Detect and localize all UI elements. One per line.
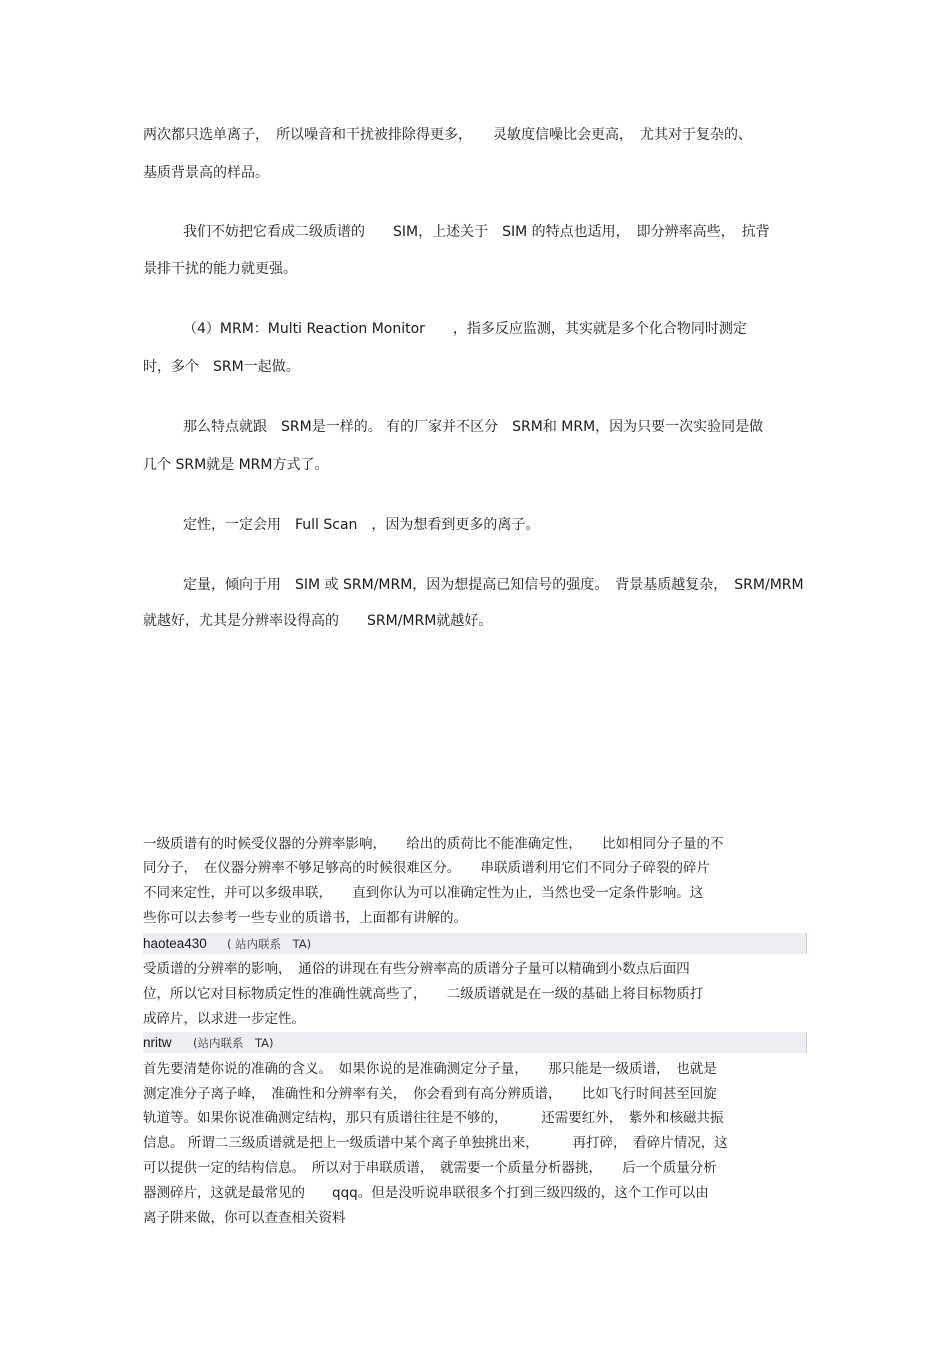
answer1-line3: 不同来定性，并可以多级串联， 直到你认为可以准确定性为止，当然也受一定条件影响。这 [143, 885, 704, 901]
contact-link-haotea430[interactable]: ( 站内联系 TA) [227, 937, 312, 951]
p6-line1: 定量，倾向于用 SIM 或 SRM/MRM，因为想提高已知信号的强度。 背景基质越复杂， SRM/MRM [183, 577, 804, 593]
p3-line2: 时，多个 SRM一起做。 [143, 359, 300, 375]
p5-line1: 定性，一定会用 Full Scan ，因为想看到更多的离子。 [183, 517, 540, 533]
answer2-line2: 位，所以它对目标物质定性的准确性就高些了， 二级质谱就是在一级的基础上将目标物质打 [143, 986, 704, 1002]
answer3-line1: 首先要清楚你说的准确的含义。 如果你说的是准确测定分子量， 那只能是一级质谱， 也就是 [143, 1061, 717, 1077]
username-nritw[interactable]: nritw [143, 1035, 172, 1050]
answer2-line1: 受质谱的分辨率的影响， 通俗的讲现在有些分辨率高的质谱分子量可以精确到小数点后面四 [143, 961, 690, 977]
p2-line1: 我们不妨把它看成二级质谱的 SIM，上述关于 SIM 的特点也适用， 即分辨率高些， 抗背 [183, 224, 770, 240]
p4-line2: 几个 SRM就是 MRM方式了。 [143, 457, 329, 473]
answer3-line3: 轨道等。如果你说准确测定结构，那只有质谱往往是不够的， 还需要红外， 紫外和核磁共振 [143, 1110, 724, 1126]
p2-line2: 景排干扰的能力就更强。 [143, 261, 297, 277]
user-bar-haotea430 [143, 933, 807, 954]
user-bar-nritw [143, 1032, 807, 1053]
answer1-line1: 一级质谱有的时候受仪器的分辨率影响， 给出的质荷比不能准确定性， 比如相同分子量的不 [143, 836, 724, 852]
answer2-line3: 成碎片，以求进一步定性。 [143, 1011, 305, 1027]
p1-line2: 基质背景高的样品。 [143, 165, 269, 181]
username-haotea430[interactable]: haotea430 [143, 936, 207, 951]
answer3-line5: 可以提供一定的结构信息。 所以对于串联质谱， 就需要一个质量分析器挑， 后一个质量分析 [143, 1160, 717, 1176]
answer1-line2: 同分子， 在仪器分辨率不够足够高的时候很难区分。 串联质谱利用它们不同分子碎裂的碎片 [143, 860, 710, 876]
answer1-line4: 些你可以去参考一些专业的质谱书，上面都有讲解的。 [143, 910, 467, 926]
contact-link-nritw[interactable]: (站内联系 TA) [193, 1036, 274, 1050]
answer3-line4: 信息。 所谓二三级质谱就是把上一级质谱中某个离子单独挑出来， 再打碎， 看碎片情况，这 [143, 1135, 728, 1151]
p1-line1: 两次都只选单离子， 所以噪音和干扰被排除得更多， 灵敏度信噪比会更高， 尤其对于复杂的、 [143, 127, 752, 143]
p6-line2: 就越好，尤其是分辨率设得高的 SRM/MRM就越好。 [143, 613, 493, 629]
answer3-line2: 测定准分子离子峰， 准确性和分辨率有关， 你会看到有高分辨质谱， 比如飞行时间甚至回旋 [143, 1086, 717, 1102]
answer3-line6: 器测碎片，这就是最常见的 qqq。但是没听说串联很多个打到三级四级的，这个工作可以由 [143, 1185, 709, 1201]
p3-line1: （4）MRM：Multi Reaction Monitor ，指多反应监测，其实就是多个化合物同时测定 [183, 321, 747, 337]
p4-line1: 那么特点就跟 SRM是一样的。 有的厂家并不区分 SRM和 MRM，因为只要一次实验同是做 [183, 419, 764, 435]
answer3-line7: 离子阱来做，你可以查查相关资料 [143, 1210, 346, 1226]
